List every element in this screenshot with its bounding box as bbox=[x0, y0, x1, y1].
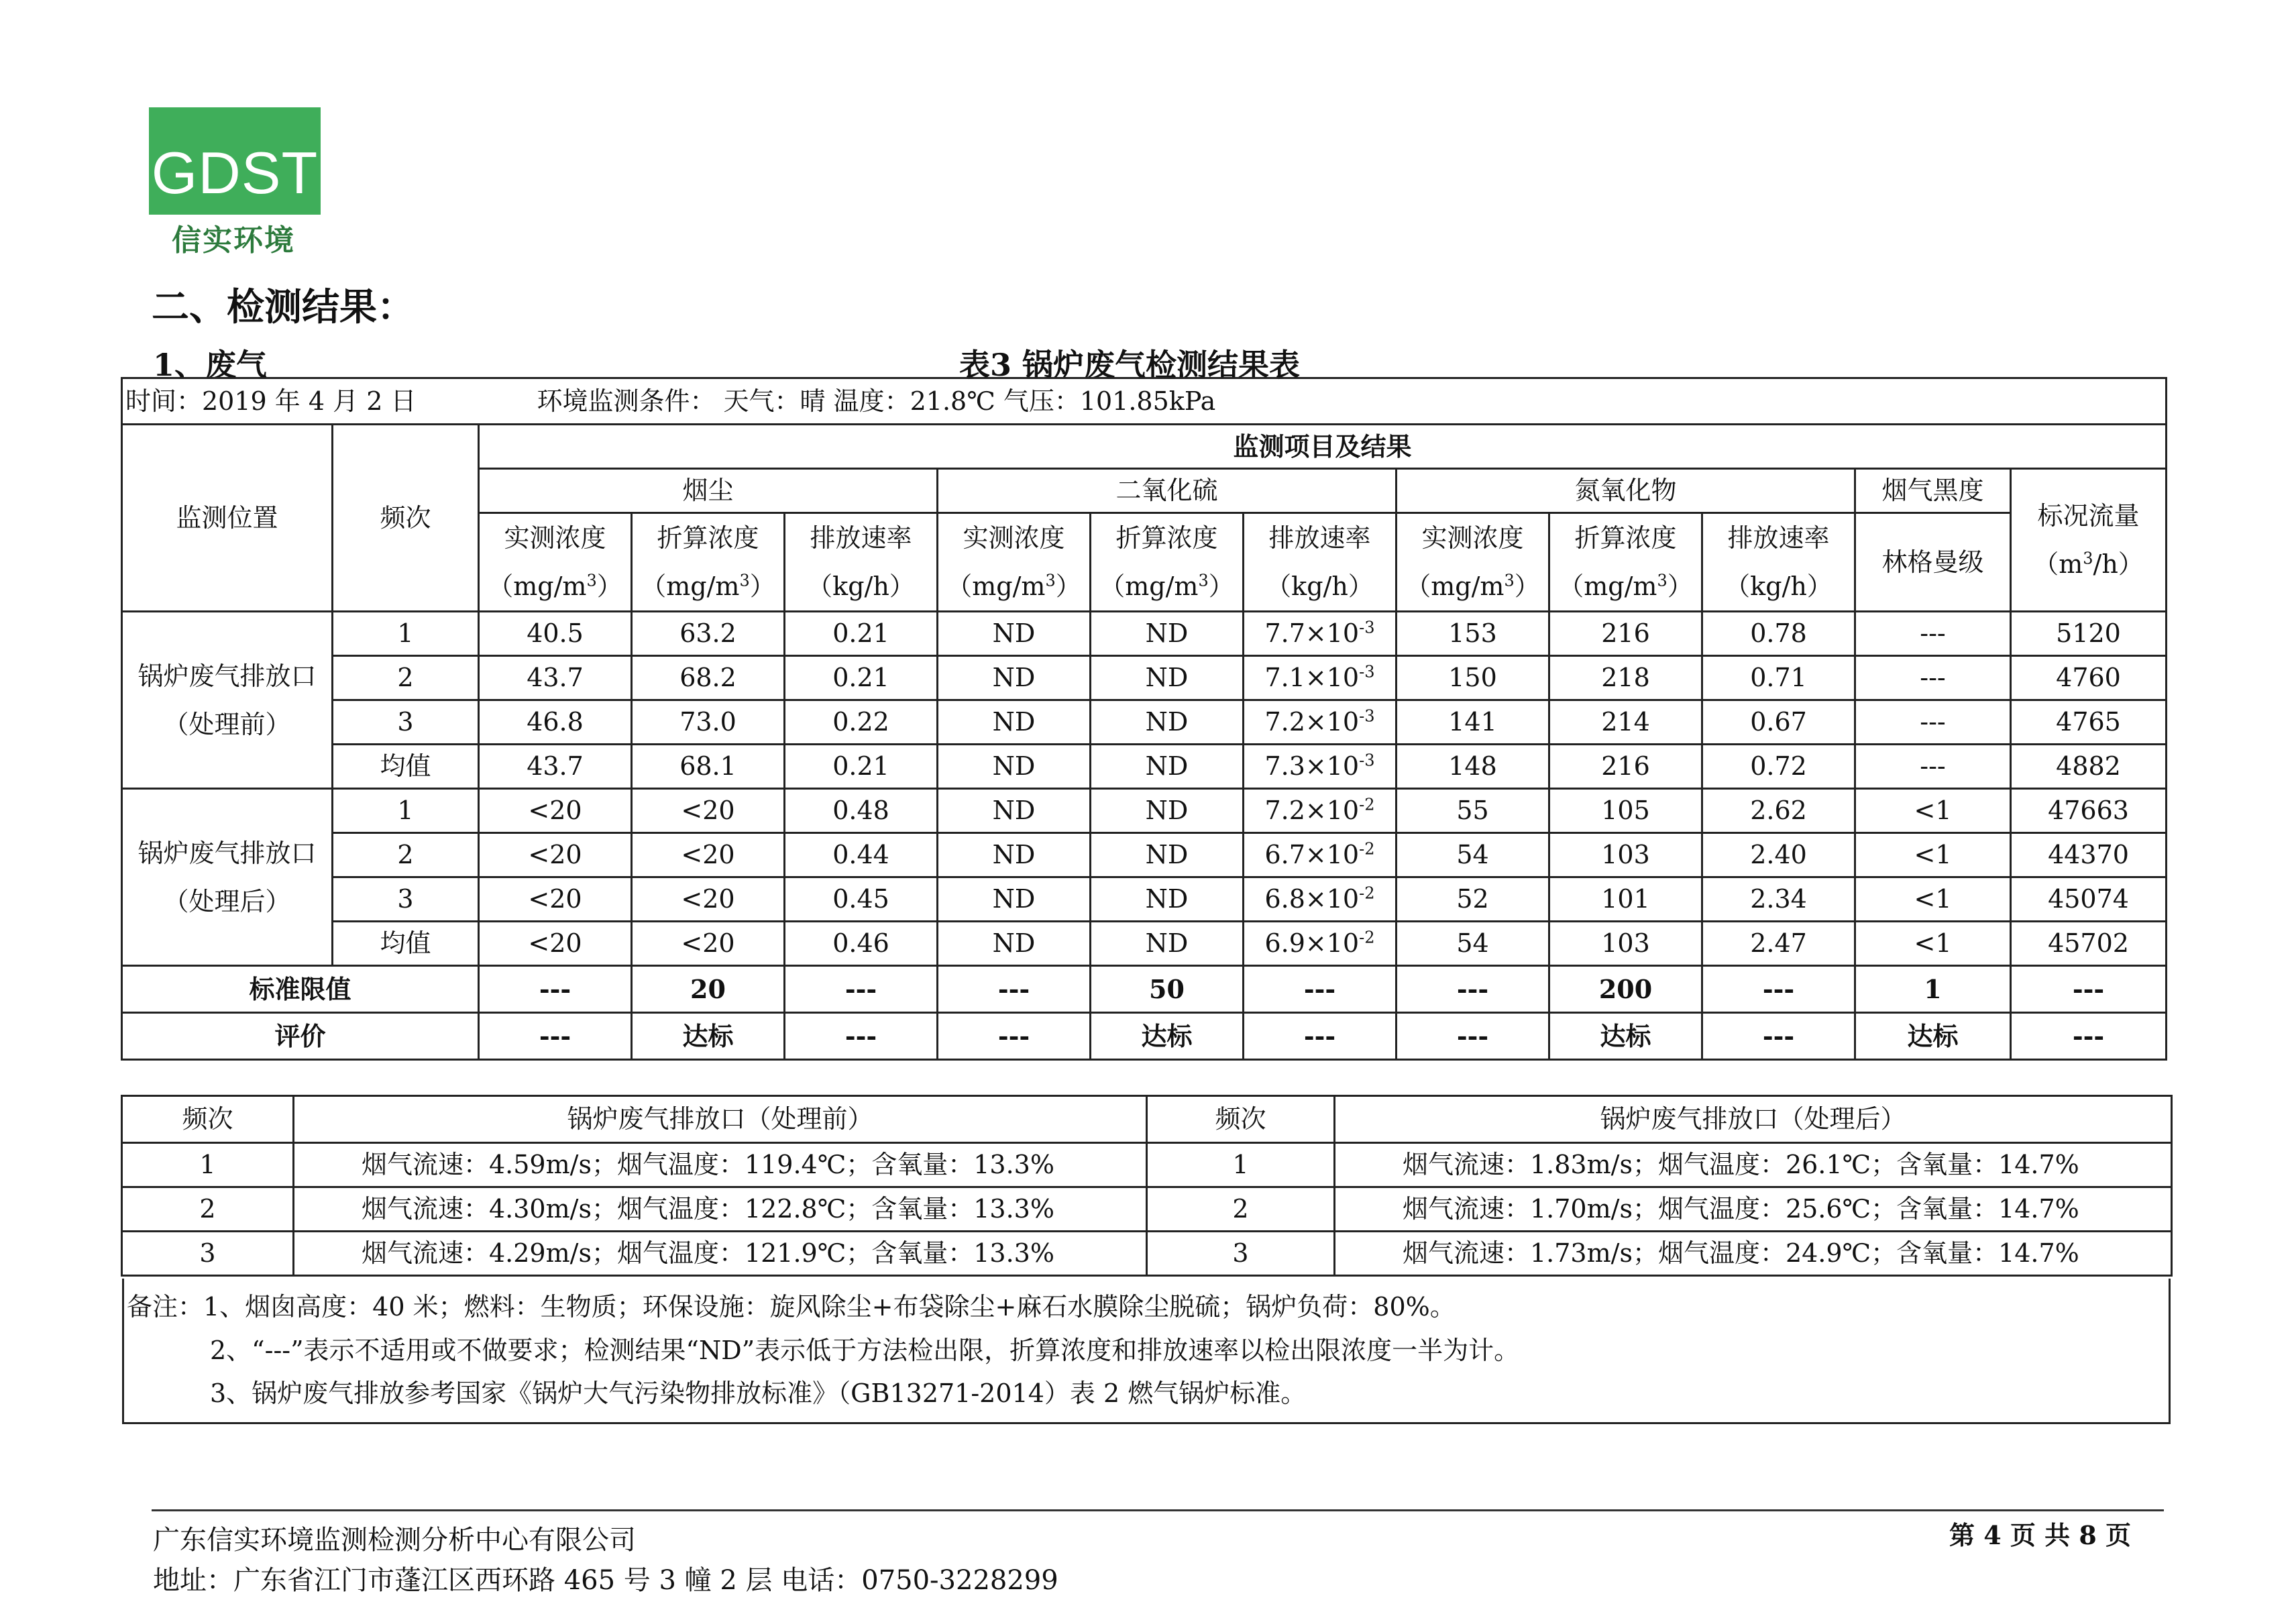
table-row bbox=[122, 789, 2167, 833]
nox-conv-cell: 101 bbox=[1549, 877, 1702, 922]
so2-meas-cell: ND bbox=[938, 789, 1091, 833]
so2-conv-cell: ND bbox=[1091, 700, 1244, 745]
flow-cell: 4882 bbox=[2011, 745, 2167, 789]
dust-rate-cell: 0.21 bbox=[785, 656, 938, 700]
table-row bbox=[122, 833, 2167, 877]
so2-conv-cell: ND bbox=[1091, 833, 1244, 877]
note-1: 备注：1、烟囱高度：40 米；燃料：生物质；环保设施：旋风除尘+布袋除尘+麻石水膜除尘脱硫；锅炉负荷：80%。 bbox=[127, 1292, 1456, 1322]
info-row bbox=[122, 378, 2167, 425]
so2-rate-header: 排放速率 （kg/h） bbox=[1244, 513, 1397, 612]
flow-freq-after: 2 bbox=[1147, 1187, 1335, 1232]
nox-rate-cell: 0.71 bbox=[1702, 656, 1855, 700]
so2-conv-cell: ND bbox=[1091, 656, 1244, 700]
limit-so2-conv: 50 bbox=[1091, 966, 1244, 1013]
so2-rate-cell: $6.7\times 10^{-2}$ bbox=[1244, 833, 1397, 877]
page-number: 第 4 页 共 8 页 bbox=[1949, 1520, 2132, 1550]
header-flow: 标况流量 $(m^3/h)$ bbox=[2011, 469, 2167, 612]
subsection-title: 1、废气 bbox=[153, 347, 268, 383]
eval-label: 评价 bbox=[122, 1013, 479, 1060]
dust-conv-cell: 68.2 bbox=[632, 656, 785, 700]
note-2: 2、“---”表示不适用或不做要求；检测结果“ND”表示低于方法检出限，折算浓度和排放速率以检出限浓度一半为计。 bbox=[210, 1335, 1520, 1365]
so2-rate-cell: $7.2\times 10^{-3}$ bbox=[1244, 700, 1397, 745]
flow-freq-before: 2 bbox=[122, 1187, 294, 1232]
limit-flow: --- bbox=[2011, 966, 2167, 1013]
nox-conv-cell: 103 bbox=[1549, 922, 1702, 966]
limit-dust-meas: --- bbox=[479, 966, 632, 1013]
so2-conv-cell: ND bbox=[1091, 877, 1244, 922]
so2-meas-cell: ND bbox=[938, 877, 1091, 922]
eval-row bbox=[122, 1013, 2167, 1060]
dust-conv-cell: <20 bbox=[632, 922, 785, 966]
so2-rate-cell: $6.8\times 10^{-2}$ bbox=[1244, 877, 1397, 922]
table-row bbox=[122, 877, 2167, 922]
nox-meas-cell: 54 bbox=[1397, 833, 1549, 877]
dust-meas-cell: <20 bbox=[479, 789, 632, 833]
header-items: 监测项目及结果 bbox=[479, 425, 2167, 469]
dust-meas-cell: <20 bbox=[479, 877, 632, 922]
nox-meas-cell: 54 bbox=[1397, 922, 1549, 966]
nox-meas-header: 实测浓度 $(mg/m^3)$ bbox=[1397, 513, 1549, 612]
nox-conv-cell: 216 bbox=[1549, 612, 1702, 656]
nox-rate-cell: 0.78 bbox=[1702, 612, 1855, 656]
nox-meas-cell: 141 bbox=[1397, 700, 1549, 745]
so2-rate-cell: $7.1\times 10^{-3}$ bbox=[1244, 656, 1397, 700]
ringelmann-cell: --- bbox=[1855, 700, 2011, 745]
dust-meas-cell: 46.8 bbox=[479, 700, 632, 745]
dust-conv-cell: <20 bbox=[632, 877, 785, 922]
nox-meas-cell: 150 bbox=[1397, 656, 1549, 700]
notes-table bbox=[122, 1279, 2171, 1424]
results-table bbox=[121, 377, 2167, 1061]
limit-dust-rate: --- bbox=[785, 966, 938, 1013]
dust-rate-cell: 0.22 bbox=[785, 700, 938, 745]
footer-address: 地址：广东省江门市蓬江区西环路 465 号 3 幢 2 层 电话：0750-3228299 bbox=[153, 1565, 1058, 1596]
table-row bbox=[122, 745, 2167, 789]
so2-rate-cell: $6.9\times 10^{-2}$ bbox=[1244, 922, 1397, 966]
so2-meas-cell: ND bbox=[938, 700, 1091, 745]
dust-meas-cell: 43.7 bbox=[479, 745, 632, 789]
nox-meas-cell: 55 bbox=[1397, 789, 1549, 833]
table-row bbox=[122, 612, 2167, 656]
nox-conv-cell: 214 bbox=[1549, 700, 1702, 745]
nox-conv-header: 折算浓度 $(mg/m^3)$ bbox=[1549, 513, 1702, 612]
table-caption: 表3 锅炉废气检测结果表 bbox=[959, 347, 1301, 383]
eval-dust-rate: --- bbox=[785, 1013, 938, 1060]
table-row bbox=[122, 700, 2167, 745]
nox-rate-cell: 0.67 bbox=[1702, 700, 1855, 745]
logo-subtitle: 信实环境 bbox=[172, 223, 295, 258]
header-dust: 烟尘 bbox=[479, 469, 938, 513]
eval-so2-meas: --- bbox=[938, 1013, 1091, 1060]
flow-before-cell: 烟气流速：4.30m/s；烟气温度：122.8℃；含氧量：13.3% bbox=[294, 1187, 1147, 1232]
nox-rate-cell: 2.34 bbox=[1702, 877, 1855, 922]
flow-row bbox=[122, 1143, 2172, 1187]
nox-rate-cell: 2.47 bbox=[1702, 922, 1855, 966]
dust-rate-cell: 0.46 bbox=[785, 922, 938, 966]
dust-meas-cell: <20 bbox=[479, 922, 632, 966]
ringelmann-cell: <1 bbox=[1855, 833, 2011, 877]
freq-cell: 均值 bbox=[333, 745, 479, 789]
header-black: 烟气黑度 bbox=[1855, 469, 2011, 513]
so2-meas-cell: ND bbox=[938, 745, 1091, 789]
nox-meas-cell: 148 bbox=[1397, 745, 1549, 789]
dust-conv-header: 折算浓度 $(mg/m^3)$ bbox=[632, 513, 785, 612]
flow-cell: 47663 bbox=[2011, 789, 2167, 833]
eval-ringelmann: 达标 bbox=[1855, 1013, 2011, 1060]
eval-nox-meas: --- bbox=[1397, 1013, 1549, 1060]
flow-cell: 5120 bbox=[2011, 612, 2167, 656]
header-freq: 频次 bbox=[333, 425, 479, 612]
flow-row bbox=[122, 1232, 2172, 1276]
eval-so2-rate: --- bbox=[1244, 1013, 1397, 1060]
so2-meas-header: 实测浓度 $(mg/m^3)$ bbox=[938, 513, 1091, 612]
nox-rate-cell: 2.62 bbox=[1702, 789, 1855, 833]
eval-flow: --- bbox=[2011, 1013, 2167, 1060]
limit-nox-meas: --- bbox=[1397, 966, 1549, 1013]
ringelmann-cell: --- bbox=[1855, 745, 2011, 789]
dust-meas-cell: 43.7 bbox=[479, 656, 632, 700]
table-row bbox=[122, 922, 2167, 966]
conditions-text: 环境监测条件： 天气：晴 温度：21.8℃ 气压：101.85kPa bbox=[537, 386, 1216, 416]
dust-meas-cell: 40.5 bbox=[479, 612, 632, 656]
so2-meas-cell: ND bbox=[938, 833, 1091, 877]
notes-cell bbox=[123, 1279, 2170, 1423]
flow-after-cell: 烟气流速：1.83m/s；烟气温度：26.1℃；含氧量：14.7% bbox=[1335, 1143, 2172, 1187]
nox-meas-cell: 153 bbox=[1397, 612, 1549, 656]
header-nox: 氮氧化物 bbox=[1397, 469, 1855, 513]
nox-conv-cell: 103 bbox=[1549, 833, 1702, 877]
eval-dust-meas: --- bbox=[479, 1013, 632, 1060]
dust-rate-cell: 0.45 bbox=[785, 877, 938, 922]
flow-after-cell: 烟气流速：1.73m/s；烟气温度：24.9℃；含氧量：14.7% bbox=[1335, 1232, 2172, 1276]
nox-conv-cell: 216 bbox=[1549, 745, 1702, 789]
dust-rate-cell: 0.21 bbox=[785, 745, 938, 789]
limit-row bbox=[122, 966, 2167, 1013]
flow-freq-before: 3 bbox=[122, 1232, 294, 1276]
dust-rate-cell: 0.21 bbox=[785, 612, 938, 656]
dust-conv-cell: 63.2 bbox=[632, 612, 785, 656]
so2-meas-cell: ND bbox=[938, 922, 1091, 966]
ringelmann-cell: <1 bbox=[1855, 789, 2011, 833]
footer-divider bbox=[152, 1509, 2164, 1511]
header-so2: 二氧化硫 bbox=[938, 469, 1397, 513]
dust-rate-cell: 0.44 bbox=[785, 833, 938, 877]
flow-before-cell: 烟气流速：4.29m/s；烟气温度：121.9℃；含氧量：13.3% bbox=[294, 1232, 1147, 1276]
nox-rate-cell: 2.40 bbox=[1702, 833, 1855, 877]
flow-cell: 4765 bbox=[2011, 700, 2167, 745]
table-row bbox=[122, 656, 2167, 700]
flow-cell: 44370 bbox=[2011, 833, 2167, 877]
limit-so2-rate: --- bbox=[1244, 966, 1397, 1013]
ringelmann-cell: --- bbox=[1855, 612, 2011, 656]
nox-rate-header: 排放速率 （kg/h） bbox=[1702, 513, 1855, 612]
limit-nox-conv: 200 bbox=[1549, 966, 1702, 1013]
so2-meas-cell: ND bbox=[938, 612, 1091, 656]
freq-cell: 1 bbox=[333, 789, 479, 833]
flow-header-freq-1: 频次 bbox=[122, 1096, 294, 1143]
flow-cell: 45702 bbox=[2011, 922, 2167, 966]
flow-header-freq-2: 频次 bbox=[1147, 1096, 1335, 1143]
limit-nox-rate: --- bbox=[1702, 966, 1855, 1013]
so2-conv-cell: ND bbox=[1091, 612, 1244, 656]
so2-conv-cell: ND bbox=[1091, 745, 1244, 789]
freq-cell: 2 bbox=[333, 833, 479, 877]
flow-cell: 45074 bbox=[2011, 877, 2167, 922]
limit-label: 标准限值 bbox=[122, 966, 479, 1013]
so2-meas-cell: ND bbox=[938, 656, 1091, 700]
flow-header-before: 锅炉废气排放口（处理前） bbox=[294, 1096, 1147, 1143]
section-title: 二、检测结果： bbox=[152, 285, 415, 329]
freq-cell: 均值 bbox=[333, 922, 479, 966]
flow-freq-after: 1 bbox=[1147, 1143, 1335, 1187]
limit-dust-conv: 20 bbox=[632, 966, 785, 1013]
freq-cell: 2 bbox=[333, 656, 479, 700]
dust-meas-cell: <20 bbox=[479, 833, 632, 877]
dust-rate-cell: 0.48 bbox=[785, 789, 938, 833]
nox-rate-cell: 0.72 bbox=[1702, 745, 1855, 789]
flow-header-after: 锅炉废气排放口（处理后） bbox=[1335, 1096, 2172, 1143]
so2-rate-cell: $7.7\times 10^{-3}$ bbox=[1244, 612, 1397, 656]
location-cell: 锅炉废气排放口 （处理前） bbox=[122, 612, 333, 789]
note-3: 3、锅炉废气排放参考国家《锅炉大气污染物排放标准》（GB13271-2014）表 2 燃气锅炉标准。 bbox=[210, 1379, 1307, 1409]
company-logo: GDST bbox=[149, 107, 321, 215]
dust-rate-header: 排放速率 （kg/h） bbox=[785, 513, 938, 612]
dust-conv-cell: 68.1 bbox=[632, 745, 785, 789]
flow-after-cell: 烟气流速：1.70m/s；烟气温度：25.6℃；含氧量：14.7% bbox=[1335, 1187, 2172, 1232]
flow-freq-after: 3 bbox=[1147, 1232, 1335, 1276]
ringelmann-cell: <1 bbox=[1855, 877, 2011, 922]
flow-table bbox=[121, 1095, 2173, 1277]
location-cell: 锅炉废气排放口 （处理后） bbox=[122, 789, 333, 966]
freq-cell: 3 bbox=[333, 700, 479, 745]
eval-nox-rate: --- bbox=[1702, 1013, 1855, 1060]
limit-ringelmann: 1 bbox=[1855, 966, 2011, 1013]
so2-rate-cell: $7.2\times 10^{-2}$ bbox=[1244, 789, 1397, 833]
freq-cell: 1 bbox=[333, 612, 479, 656]
flow-before-cell: 烟气流速：4.59m/s；烟气温度：119.4℃；含氧量：13.3% bbox=[294, 1143, 1147, 1187]
header-location: 监测位置 bbox=[122, 425, 333, 612]
so2-rate-cell: $7.3\times 10^{-3}$ bbox=[1244, 745, 1397, 789]
eval-dust-conv: 达标 bbox=[632, 1013, 785, 1060]
so2-conv-header: 折算浓度 $(mg/m^3)$ bbox=[1091, 513, 1244, 612]
ringelmann-cell: <1 bbox=[1855, 922, 2011, 966]
date-text: 时间：2019 年 4 月 2 日 bbox=[125, 386, 417, 416]
so2-conv-cell: ND bbox=[1091, 789, 1244, 833]
eval-so2-conv: 达标 bbox=[1091, 1013, 1244, 1060]
flow-row bbox=[122, 1187, 2172, 1232]
nox-meas-cell: 52 bbox=[1397, 877, 1549, 922]
ringelmann-cell: --- bbox=[1855, 656, 2011, 700]
flow-freq-before: 1 bbox=[122, 1143, 294, 1187]
so2-conv-cell: ND bbox=[1091, 922, 1244, 966]
limit-so2-meas: --- bbox=[938, 966, 1091, 1013]
footer-company: 广东信实环境监测检测分析中心有限公司 bbox=[153, 1525, 636, 1556]
dust-conv-cell: <20 bbox=[632, 833, 785, 877]
nox-conv-cell: 218 bbox=[1549, 656, 1702, 700]
flow-cell: 4760 bbox=[2011, 656, 2167, 700]
eval-nox-conv: 达标 bbox=[1549, 1013, 1702, 1060]
freq-cell: 3 bbox=[333, 877, 479, 922]
ringelmann-header: 林格曼级 bbox=[1855, 513, 2011, 612]
dust-conv-cell: <20 bbox=[632, 789, 785, 833]
dust-meas-header: 实测浓度 $(mg/m^3)$ bbox=[479, 513, 632, 612]
dust-conv-cell: 73.0 bbox=[632, 700, 785, 745]
info-cell bbox=[122, 378, 2167, 425]
nox-conv-cell: 105 bbox=[1549, 789, 1702, 833]
